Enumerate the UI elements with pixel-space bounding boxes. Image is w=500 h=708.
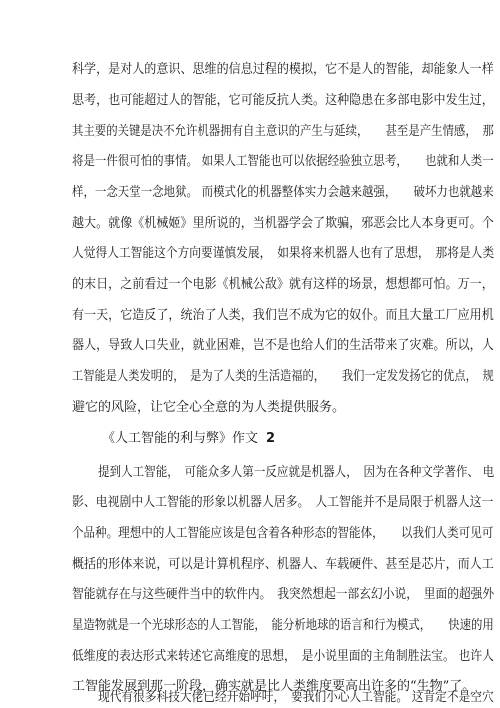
paragraph-line: 个品种。理想中的人工智能应该是包含着各种形态的智能体， 以我们人类可见可	[72, 526, 494, 541]
essay-heading-title: 《人工智能的利与弊》作文	[102, 431, 259, 446]
paragraph-line: 将是一件很可怕的事情。 如果人工智能也可以依据经验独立思考， 也就和人类一	[72, 154, 494, 169]
paragraph-line: 科学，是对人的意识、思维的信息过程的模拟，它不是人的智能，却能象人一样	[72, 62, 494, 77]
paragraph-line: 越大。就像《机械姬》里所说的，当机器学会了欺骗，邪恶会比人本身更可。个	[72, 216, 494, 231]
paragraph-line: 样，一念天堂一念地狱。 而模式化的机器整体实力会越来越强， 破坏力也就越来	[72, 185, 494, 200]
paragraph-line: 影、电视剧中人工智能的形象以机器人居多。 人工智能并不是局限于机器人这一	[72, 495, 494, 510]
essay-heading	[102, 431, 275, 447]
paragraph-line: 器人，导致人口失业，就业困难，岂不是也给人们的生活带来了灾难。所以，人	[72, 338, 494, 353]
paragraph-line: 其主要的关键是决不允许机器拥有自主意识的产生与延续， 甚至是产生情感， 那	[72, 124, 494, 139]
paragraph-line: 现代有很多科技大佬已经开始呼吁， 要我们小心人工智能。 这肯定不是空穴	[98, 690, 494, 705]
paragraph-line: 有一天，它造反了，统治了人类，我们岂不成为它的奴仆。而且大量工厂应用机	[72, 308, 494, 323]
paragraph-line: 智能就存在与这些硬件当中的软件内。 我突然想起一部玄幻小说， 里面的超强外	[72, 587, 495, 602]
essay-heading-number: 2	[266, 431, 276, 446]
paragraph-line: 避它的风险，让它全心全意的为人类提供服务。	[72, 400, 346, 415]
paragraph-line: 提到人工智能， 可能众多人第一反应就是机器人， 因为在各种文学著作、 电	[98, 465, 495, 480]
paragraph-line: 工智能发展到那一阶段，确实就是比人类维度要高出许多的“生物”了。	[72, 679, 476, 694]
paragraph-line: 概括的形体来说，可以是计算机程序、机器人、车载硬件、甚至是芯片，而人工	[72, 557, 494, 572]
paragraph-line: 星造物就是一个光球形态的人工智能， 能分析地球的语言和行为模式， 快速的用	[72, 618, 494, 633]
paragraph-line: 工智能是人类发明的， 是为了人类的生活造福的， 我们一定发发扬它的优点， 规	[72, 369, 494, 384]
paragraph-line: 人觉得人工智能这个方向要谨慎发展， 如果将来机器人也有了思想， 那将是人类	[72, 246, 495, 261]
paragraph-line: 的末日，之前看过一个电影《机械公敌》就有这样的场景，想想都可怕。万一，	[72, 277, 494, 292]
paragraph-line: 低维度的表达形式来转述它高维度的思想， 是小说里面的主角制胜法宝。 也许人	[72, 649, 494, 664]
paragraph-line: 思考，也可能超过人的智能，它可能反抗人类。这种隐患在多部电影中发生过，	[72, 93, 494, 108]
